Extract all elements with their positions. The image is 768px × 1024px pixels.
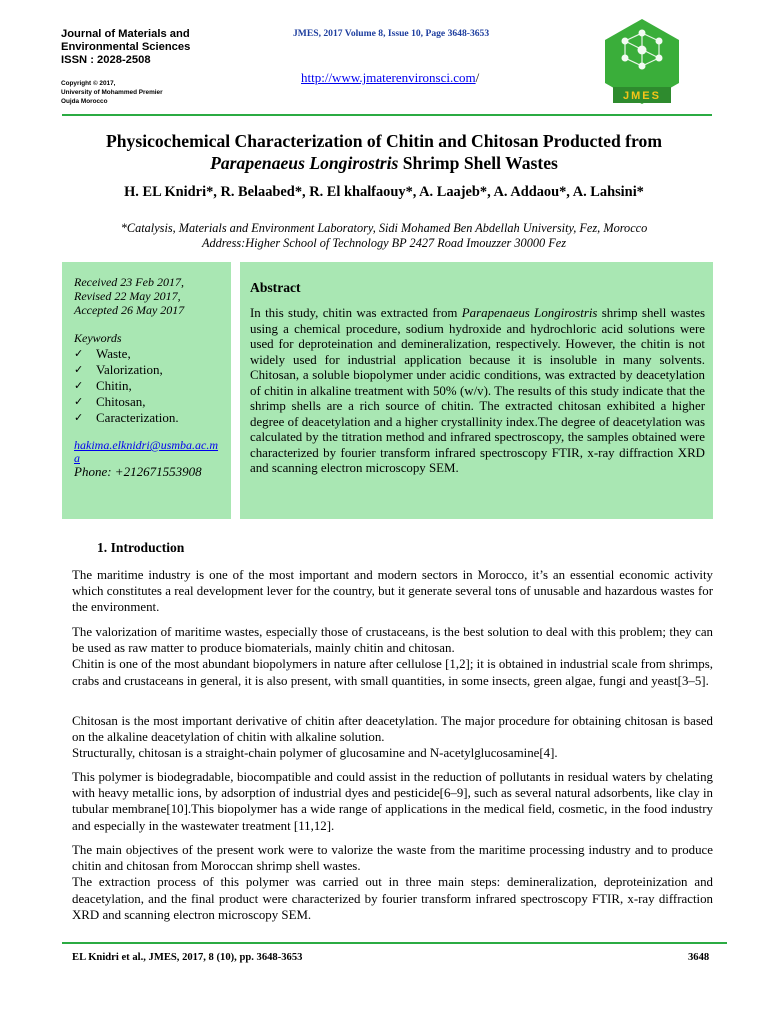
keyword-list [74, 346, 231, 426]
intro-paragraph-4: This polymer is biodegradable, biocompatible and could assist in the reduction of pollutants in residual waters by chelating with heavy metallic ions, by adsorption of industrial dyes and pesticide[6–9], such as several natural adsorbents, like clay in tubular membrane[10].This biopolymer has a wide range of applications in the medical field, cosmetic, in the food industry and especially in the wastewater treatment [11,12]. [72, 770, 713, 833]
abstract-intro: In this study, chitin was extracted from [250, 306, 462, 320]
issn: ISSN : 2028-2508 [61, 54, 151, 66]
abstract-body: shrimp shell wastes using a chemical procedure, sodium hydroxide and hydrochloric acid solutions were used for deproteination and demineralization, respectively. However, the chitin is not widely used for industrial application because it is insoluble in many solvents. Chitosan, a soluble biopolymer under acidic conditions, was extracted by deacetylation of chitin in alkaline treatment with 50% (w/v). The results of this study indicate that the shrimp shells are a rich source of chitin. The extracted chitosan exhibited a higher degree of deacetylation and a higher crystallinity index.The degree of deacetylation was calculated by the titration method and infrared spectroscopy, the samples obtained were characterized by fourier transform infrared spectroscopy FTIR, x-ray diffraction XRD and scanning electron microscopy SEM. [250, 306, 705, 475]
issue-info: JMES, 2017 Volume 8, Issue 10, Page 3648-3653 [293, 28, 490, 39]
copyright-line: University of Mohammed Premier [61, 89, 163, 96]
corresponding-phone: Phone: +212671553908 [74, 464, 202, 479]
intro-paragraph-5 [72, 842, 713, 923]
header-divider [62, 114, 712, 116]
copyright-block [61, 79, 163, 106]
intro-paragraph-2a: The valorization of maritime wastes, especially those of crustaceans, is the best solution to deal with this problem; they can be used as raw matter to produce biomaterials, mainly chitin and chitosan. [72, 625, 713, 656]
journal-url [301, 70, 479, 86]
intro-paragraph-5a: The main objectives of the present work were to valorize the waste from the maritime processing industry and to produce chitin and chitosan from Moroccan shrimp shell wastes. [72, 843, 713, 874]
copyright-line: Copyright © 2017, [61, 80, 116, 87]
intro-paragraph-2b: Chitin is one of the most abundant biopolymers in nature after cellulose [1,2]; it is obtained in industrial scale from shrimps, crabs and crustaceans in general, it is also present, with small quantities, in some insects, green algae, fungi and yeast[3–5]. [72, 657, 713, 688]
intro-paragraph-5b: The extraction process of this polymer was carried out in three main steps: demineralization, deproteinization and deacetylation, and the final product were characterized by fourier transform infrared spectroscopy FTIR, x-ray diffraction XRD and scanning electron microscopy SEM. [72, 875, 713, 922]
keyword-item: ✓ Caracterization. [74, 410, 231, 426]
intro-paragraph-1: The maritime industry is one of the most important and modern sectors in Morocco, it’s an essential economic activity which constitutes a real development lever for the country, but it generate several tons of unusable and hazardous wastes for the environment. [72, 568, 713, 615]
footer-divider [62, 942, 727, 944]
accepted-date: Accepted 26 May 2017 [74, 303, 185, 317]
keyword-item: ✓ Valorization, [74, 362, 231, 378]
keyword-item: ✓ Waste, [74, 346, 231, 362]
paper-title [40, 130, 728, 174]
intro-paragraph-2 [72, 624, 713, 689]
abstract-text [250, 306, 705, 477]
article-info-box [62, 262, 231, 519]
received-date: Received 23 Feb 2017, [74, 275, 184, 289]
jmes-logo [595, 13, 689, 111]
journal-name [61, 28, 190, 67]
affiliation-line2: Address:Higher School of Technology BP 2427 Road Imouzzer 30000 Fez [202, 236, 566, 250]
journal-name-line: Journal of Materials and [61, 28, 190, 40]
logo-text: JMES [623, 90, 661, 102]
keywords-heading: Keywords [74, 331, 122, 345]
journal-url-link[interactable]: http://www.jmaterenvironsci.com [301, 70, 476, 85]
keyword-item: ✓ Chitin, [74, 378, 231, 394]
title-rest: Shrimp Shell Wastes [398, 153, 558, 173]
revised-date: Revised 22 May 2017, [74, 289, 181, 303]
page-number: 3648 [688, 952, 710, 963]
keyword-item: ✓ Chitosan, [74, 394, 231, 410]
intro-paragraph-3a: Chitosan is the most important derivative of chitin after deacetylation. The major procedure for obtaining chitosan is based on the alkaline deacetylation of chitin with alkaline solution. [72, 714, 713, 745]
abstract-heading: Abstract [250, 280, 301, 295]
article-dates [74, 275, 231, 317]
copyright-line: Oujda Morocco [61, 98, 108, 105]
affiliation [40, 221, 728, 251]
journal-name-line: Environmental Sciences [61, 41, 191, 53]
intro-paragraph-3 [72, 713, 713, 762]
introduction-heading: 1. Introduction [97, 540, 185, 555]
affiliation-line1: *Catalysis, Materials and Environment Laboratory, Sidi Mohamed Ben Abdellah University, Fez, Morocco [120, 221, 648, 235]
footer-citation: EL Knidri et al., JMES, 2017, 8 (10), pp. 3648-3653 [72, 952, 303, 963]
intro-paragraph-3b: Structurally, chitosan is a straight-chain polymer of glucosamine and N-acetylglucosamine[4]. [72, 746, 558, 761]
url-suffix: / [475, 70, 480, 85]
author-list: H. EL Knidri*, R. Belaabed*, R. El khalfaouy*, A. Laajeb*, A. Addaou*, A. Lahsini* [124, 184, 644, 200]
abstract-species: Parapenaeus Longirostris [461, 306, 598, 320]
paper-title-line2 [40, 152, 728, 174]
abstract-box [240, 262, 713, 519]
species-name: Parapenaeus Longirostris [210, 153, 399, 173]
corresponding-email[interactable]: hakima.elknidri@usmba.ac.ma [74, 438, 219, 465]
paper-title-line1: Physicochemical Characterization of Chitin and Chitosan Producted from [106, 131, 662, 151]
